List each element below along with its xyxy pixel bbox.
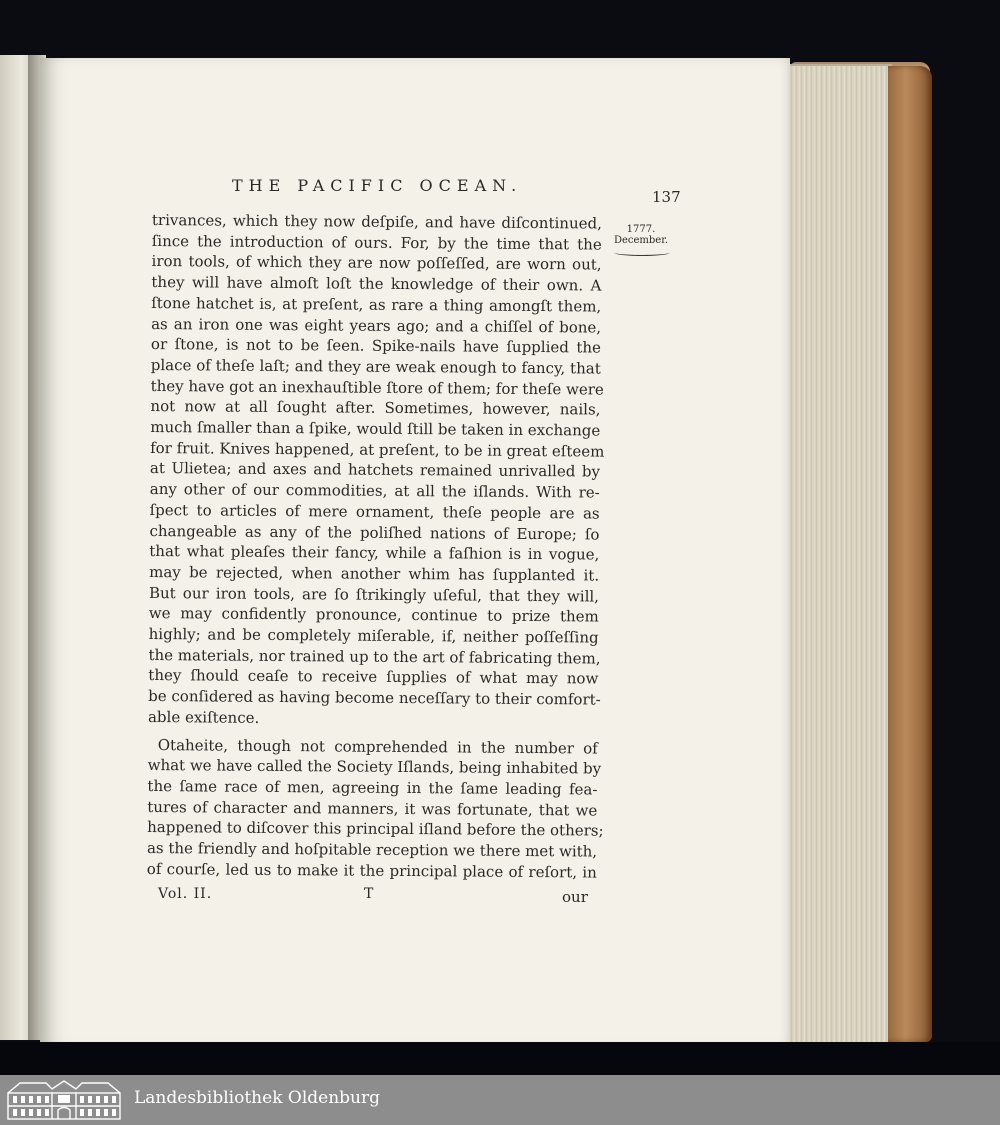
text-line: highly; and be completely miſerable, if, neither poſſeſſing [148, 625, 599, 647]
text-line: or ſtone, is not to be ſeen. Spike-nails have ſupplied the [150, 335, 602, 357]
text-line: the ſame race of men, agreeing in the ſame leading fea- [147, 776, 598, 799]
text-line: Otaheite, though not comprehended in the number of [157, 735, 598, 758]
text-line: But our iron tools, are ſo ſtrikingly uſeful, that they will, [148, 583, 600, 606]
text-line: they have got an inexhauſtible ſtore of them; for theſe were [150, 376, 604, 399]
text-line: we may confidently pronounce, continue to prize them [148, 604, 599, 626]
text-line: place of theſe laſt; and they are weak enough to fancy, that [150, 355, 601, 378]
margin-note-month: December. [613, 235, 669, 246]
text-line: tures of character and manners, it was fortunate, that we [147, 797, 598, 820]
library-banner [0, 1075, 1000, 1125]
margin-note-brace [614, 249, 670, 256]
text-line: of courſe, led us to make it the principal place of reſort, in [146, 859, 597, 882]
margin-note-year: 1777. [626, 224, 656, 235]
background-surface [0, 1042, 1000, 1075]
text-line: what we have called the Society Iſlands, being inhabited by [147, 756, 602, 778]
text-line: they will have almoſt loſt the knowledge of their own. A [151, 273, 602, 295]
text-line: ſpect to articles of mere ornament, theſe people are as [149, 500, 600, 523]
running-head: THE PACIFIC OCEAN. [232, 176, 523, 195]
text-line: the materials, nor trained up to the art of fabricating them, [148, 645, 601, 668]
margin-note [610, 224, 672, 256]
page-edges [788, 64, 892, 1048]
footer-volume: Vol. II. [158, 886, 213, 902]
text-line: be conſidered as having become neceſſary to their comfort- [148, 687, 601, 709]
text-line: not now at all ſought after. Sometimes, however, nails, [150, 397, 601, 419]
text-line: as the friendly and hoſpitable reception we there met with, [146, 839, 598, 861]
book-cover [888, 66, 932, 1042]
text-line: that what pleaſes their fancy, while a faſhion is in vogue, [149, 542, 600, 564]
library-name: Landesbibliothek Oldenburg [134, 1088, 381, 1108]
text-line: ſince the introduction of ours. For, by the time that the [151, 231, 602, 254]
text-line: changeable as any of the poliſhed nations of Europe; ſo [149, 521, 600, 544]
body-text [146, 210, 605, 883]
library-building-icon [6, 1079, 122, 1121]
text-line: much ſmaller than a ſpike, would ſtill be taken in exchange [150, 418, 601, 440]
footer-signature: T [364, 886, 374, 902]
text-line: as an iron one was eight years ago; and a chiſſel of bone, [151, 314, 602, 337]
text-line: at Ulietea; and axes and hatchets remained unrivalled by [149, 459, 601, 481]
text-line: trivances, which they now deſpiſe, and have diſcontinued, [151, 210, 602, 233]
text-line: iron tools, of which they are now poſſeſſed, are worn out, [151, 252, 602, 274]
text-line: any other of our commodities, at all the iſlands. With re- [149, 480, 600, 502]
text-line: able exiſtence. [147, 707, 260, 727]
text-line: may be rejected, when another whim has ſupplanted it. [149, 562, 600, 585]
text-line: for fruit. Knives happened, at preſent, to be in great eſteem [150, 438, 605, 461]
text-line: happened to diſcover this principal iſland before the others; [147, 818, 604, 840]
text-line: ſtone hatchet is, at preſent, as rare a thing amongſt them, [151, 293, 602, 316]
footer-catchword: our [562, 888, 588, 906]
text-line: they ſhould ceaſe to receive ſupplies of what may now [148, 666, 599, 688]
page-number: 137 [652, 188, 681, 206]
